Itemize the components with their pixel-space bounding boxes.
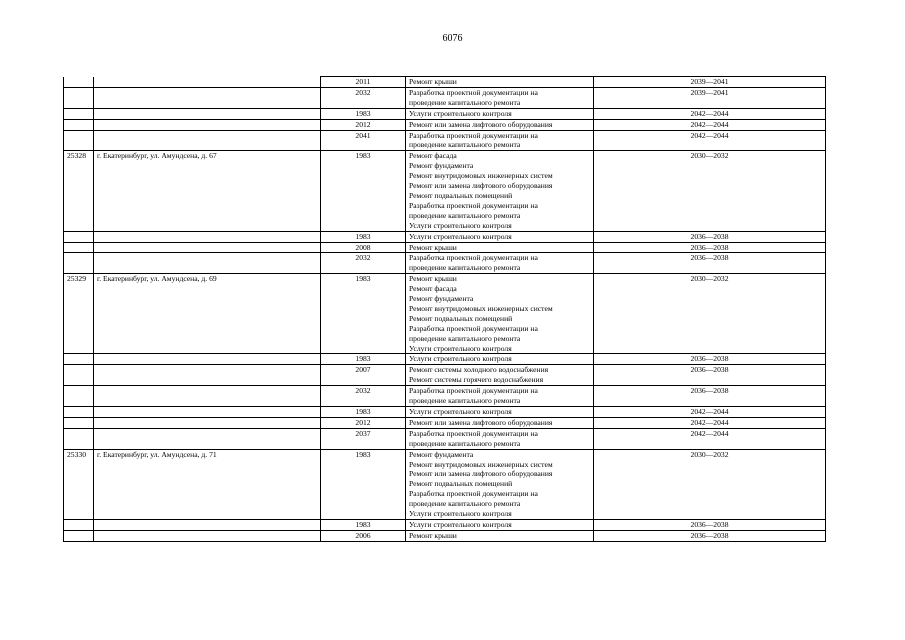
address-cell [94, 354, 321, 365]
house-number-cell [64, 119, 94, 130]
address-cell [94, 119, 321, 130]
work-item: проведение капитального ремонта [409, 333, 521, 343]
works-cell [406, 274, 594, 354]
work-item: Ремонт системы холодного водоснабжения [409, 365, 549, 375]
period-cell: 2030—2032 [594, 449, 826, 519]
work-item: Ремонт подвальных помещений [409, 479, 513, 489]
house-number-cell [64, 77, 94, 88]
works-cell [406, 365, 594, 386]
house-number-cell [64, 354, 94, 365]
work-item: Ремонт системы горячего водоснабжения [409, 375, 544, 385]
year-cell: 1983 [321, 354, 406, 365]
address-cell [94, 87, 321, 108]
work-item: проведение капитального ремонта [409, 140, 521, 150]
house-number-cell [64, 386, 94, 407]
work-item: Ремонт фундамента [409, 294, 474, 304]
period-cell: 2042—2044 [594, 108, 826, 119]
house-number-cell: 25330 [64, 449, 94, 519]
table-row [64, 151, 826, 231]
work-item: Услуги строительного контроля [409, 509, 512, 519]
period-cell: 2042—2044 [594, 417, 826, 428]
period-cell: 2042—2044 [594, 130, 826, 151]
year-cell: 1983 [321, 449, 406, 519]
house-number-cell [64, 428, 94, 449]
year-cell: 2037 [321, 428, 406, 449]
works-cell [406, 530, 594, 541]
work-item: проведение капитального ремонта [409, 97, 521, 107]
address-cell [94, 428, 321, 449]
work-item: Разработка проектной документации на [409, 200, 538, 210]
work-item: проведение капитального ремонта [409, 210, 521, 220]
work-item: Ремонт или замена лифтового оборудования [409, 181, 553, 191]
works-cell [406, 231, 594, 242]
house-number-cell [64, 407, 94, 418]
works-cell [406, 87, 594, 108]
work-item: проведение капитального ремонта [409, 263, 521, 273]
period-cell: 2036—2038 [594, 242, 826, 253]
works-cell [406, 354, 594, 365]
address-cell [94, 242, 321, 253]
house-number-cell [64, 108, 94, 119]
work-item: Ремонт или замена лифтового оборудования [409, 417, 553, 427]
work-item: Ремонт крыши [409, 530, 457, 540]
period-cell: 2030—2032 [594, 274, 826, 354]
period-cell: 2039—2041 [594, 87, 826, 108]
capital-repair-table [63, 76, 826, 542]
address-cell [94, 231, 321, 242]
work-item: Услуги строительного контроля [409, 231, 512, 241]
work-item: Ремонт фундамента [409, 161, 474, 171]
works-cell [406, 119, 594, 130]
year-cell: 2011 [321, 77, 406, 88]
work-item: Услуги строительного контроля [409, 343, 512, 353]
year-cell: 1983 [321, 108, 406, 119]
address-cell [94, 407, 321, 418]
table-row [64, 386, 826, 407]
table-row [64, 428, 826, 449]
work-item: проведение капитального ремонта [409, 396, 521, 406]
works-cell [406, 108, 594, 119]
house-number-cell [64, 253, 94, 274]
works-cell [406, 242, 594, 253]
house-number-cell [64, 242, 94, 253]
work-item: Ремонт фундамента [409, 449, 474, 459]
address-cell [94, 130, 321, 151]
works-cell [406, 407, 594, 418]
address-cell [94, 386, 321, 407]
period-cell: 2042—2044 [594, 119, 826, 130]
work-item: Услуги строительного контроля [409, 108, 512, 118]
period-cell: 2036—2038 [594, 530, 826, 541]
works-cell [406, 417, 594, 428]
work-item: Ремонт подвальных помещений [409, 313, 513, 323]
house-number-cell [64, 130, 94, 151]
period-cell: 2036—2038 [594, 231, 826, 242]
house-number-cell [64, 519, 94, 530]
works-cell [406, 386, 594, 407]
work-item: Ремонт внутридомовых инженерных систем [409, 303, 553, 313]
table-row [64, 530, 826, 541]
year-cell: 2012 [321, 417, 406, 428]
table-row [64, 365, 826, 386]
address-cell [94, 365, 321, 386]
address-cell: г. Екатеринбург, ул. Амундсена, д. 69 [94, 274, 321, 354]
work-item: Разработка проектной документации на [409, 130, 538, 140]
table-row [64, 354, 826, 365]
table-row [64, 274, 826, 354]
works-cell [406, 77, 594, 88]
period-cell: 2042—2044 [594, 428, 826, 449]
year-cell: 2008 [321, 242, 406, 253]
work-item: проведение капитального ремонта [409, 499, 521, 509]
table-row [64, 449, 826, 519]
page-number: 6076 [442, 33, 463, 44]
year-cell: 2012 [321, 119, 406, 130]
year-cell: 2007 [321, 365, 406, 386]
work-item: Услуги строительного контроля [409, 220, 512, 230]
period-cell: 2030—2032 [594, 151, 826, 231]
year-cell: 1983 [321, 407, 406, 418]
table-row [64, 242, 826, 253]
period-cell: 2036—2038 [594, 365, 826, 386]
address-cell: г. Екатеринбург, ул. Амундсена, д. 67 [94, 151, 321, 231]
year-cell: 2032 [321, 253, 406, 274]
work-item: проведение капитального ремонта [409, 438, 521, 448]
work-item: Разработка проектной документации на [409, 87, 538, 97]
house-number-cell: 25328 [64, 151, 94, 231]
address-cell: г. Екатеринбург, ул. Амундсена, д. 71 [94, 449, 321, 519]
table-row [64, 407, 826, 418]
works-cell [406, 428, 594, 449]
work-item: Ремонт фасада [409, 151, 457, 161]
period-cell: 2039—2041 [594, 77, 826, 88]
house-number-cell: 25329 [64, 274, 94, 354]
house-number-cell [64, 231, 94, 242]
work-item: Ремонт крыши [409, 242, 457, 252]
table-row [64, 119, 826, 130]
year-cell: 2041 [321, 130, 406, 151]
house-number-cell [64, 365, 94, 386]
table-row [64, 130, 826, 151]
address-cell [94, 519, 321, 530]
period-cell: 2036—2038 [594, 386, 826, 407]
address-cell [94, 77, 321, 88]
table-row [64, 77, 826, 88]
table-body [64, 77, 826, 542]
address-cell [94, 108, 321, 119]
year-cell: 2032 [321, 386, 406, 407]
work-item: Ремонт внутридомовых инженерных систем [409, 459, 553, 469]
year-cell: 2032 [321, 87, 406, 108]
house-number-cell [64, 87, 94, 108]
works-cell [406, 253, 594, 274]
work-item: Ремонт подвальных помещений [409, 190, 513, 200]
work-item: Услуги строительного контроля [409, 519, 512, 529]
period-cell: 2036—2038 [594, 519, 826, 530]
work-item: Разработка проектной документации на [409, 489, 538, 499]
house-number-cell [64, 417, 94, 428]
year-cell: 1983 [321, 151, 406, 231]
table-row [64, 519, 826, 530]
period-cell: 2042—2044 [594, 407, 826, 418]
work-item: Разработка проектной документации на [409, 386, 538, 396]
address-cell [94, 253, 321, 274]
house-number-cell [64, 530, 94, 541]
works-cell [406, 130, 594, 151]
work-item: Разработка проектной документации на [409, 253, 538, 263]
work-item: Ремонт фасада [409, 284, 457, 294]
table-row [64, 253, 826, 274]
works-cell [406, 519, 594, 530]
year-cell: 2006 [321, 530, 406, 541]
work-item: Ремонт внутридомовых инженерных систем [409, 171, 553, 181]
table-row [64, 87, 826, 108]
address-cell [94, 417, 321, 428]
table-row [64, 231, 826, 242]
work-item: Ремонт крыши [409, 274, 457, 284]
works-cell [406, 151, 594, 231]
work-item: Разработка проектной документации на [409, 428, 538, 438]
work-item: Ремонт или замена лифтового оборудования [409, 119, 553, 129]
work-item: Услуги строительного контроля [409, 354, 512, 364]
works-cell [406, 449, 594, 519]
table-row [64, 108, 826, 119]
period-cell: 2036—2038 [594, 253, 826, 274]
year-cell: 1983 [321, 519, 406, 530]
work-item: Ремонт или замена лифтового оборудования [409, 469, 553, 479]
work-item: Услуги строительного контроля [409, 407, 512, 416]
table-row [64, 417, 826, 428]
period-cell: 2036—2038 [594, 354, 826, 365]
address-cell [94, 530, 321, 541]
year-cell: 1983 [321, 274, 406, 354]
year-cell: 1983 [321, 231, 406, 242]
work-item: Разработка проектной документации на [409, 323, 538, 333]
work-item: Ремонт крыши [409, 77, 457, 86]
